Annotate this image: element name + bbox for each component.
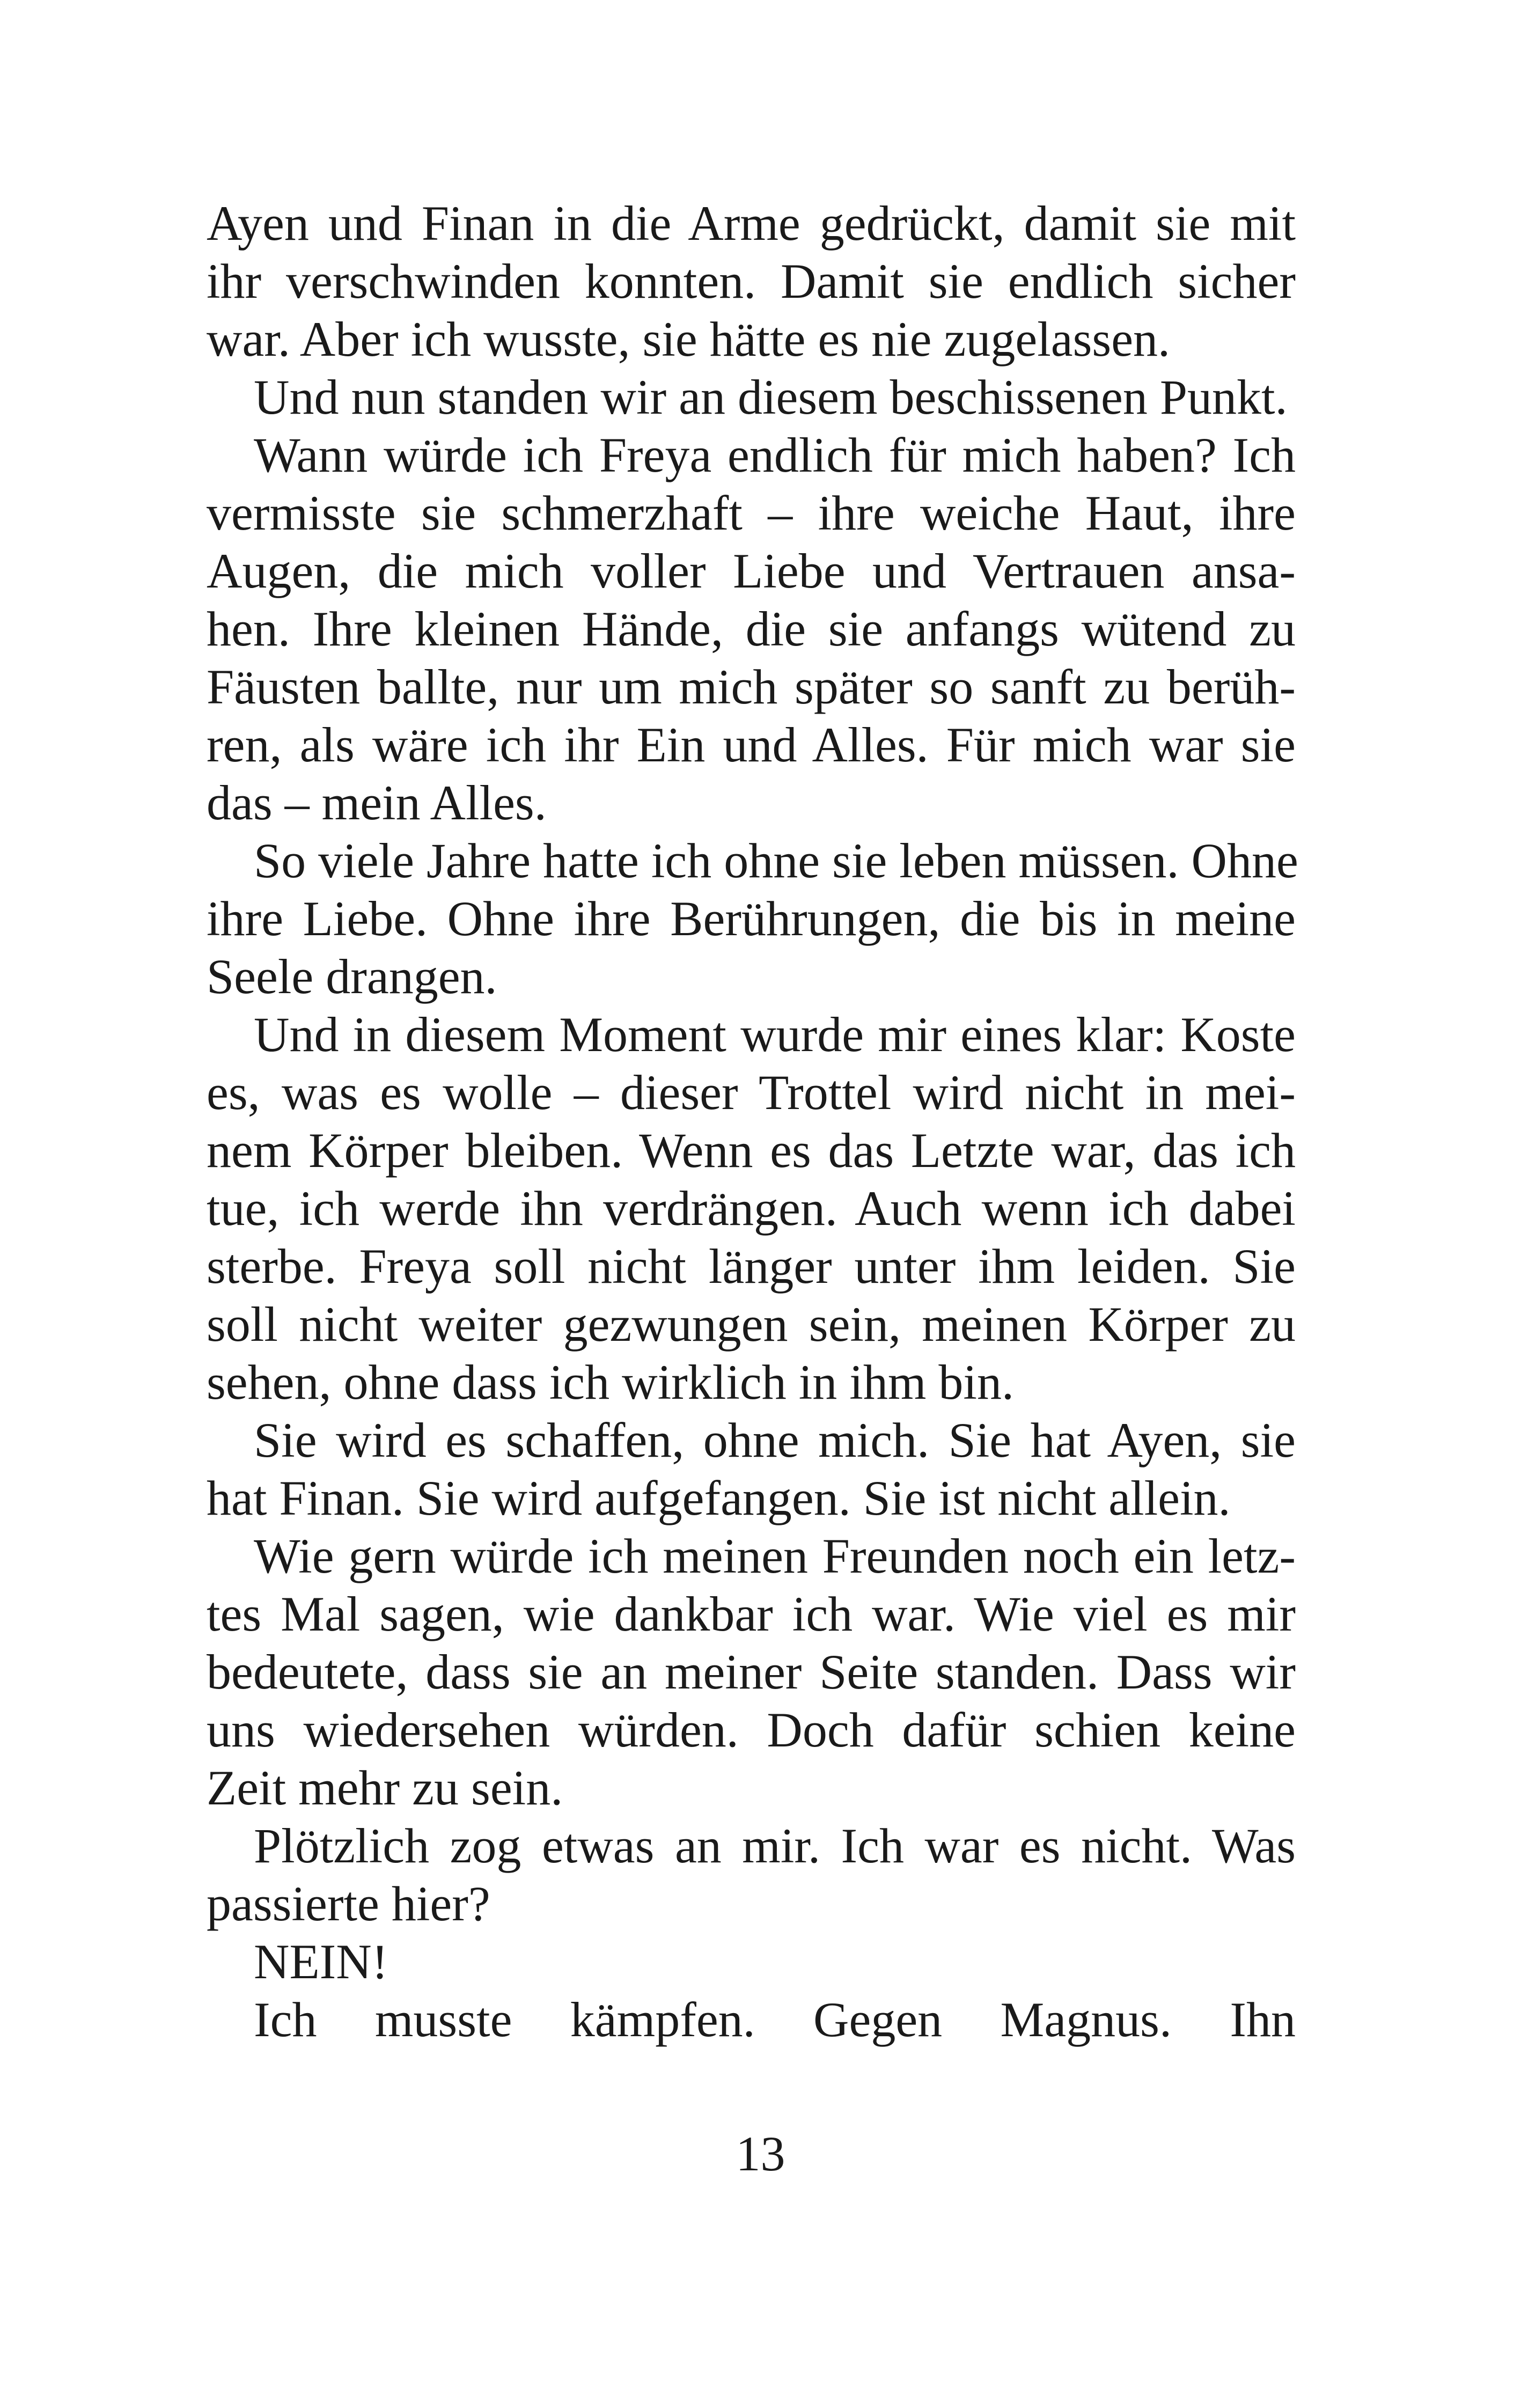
text-line: Und nun standen wir an diesem beschissenen Punkt. xyxy=(254,370,1288,424)
text-line: hen. Ihre kleinen Hände, die sie anfangs wütend zu xyxy=(207,601,1296,656)
text-line: Wie gern würde ich meinen Freunden noch ein letz- xyxy=(254,1529,1296,1583)
text-line: hat Finan. Sie wird aufgefangen. Sie ist nicht allein. xyxy=(207,1471,1231,1525)
text-line: Wann würde ich Freya endlich für mich haben? Ich xyxy=(254,428,1296,482)
text-line: tes Mal sagen, wie dankbar ich war. Wie viel es mir xyxy=(207,1587,1296,1641)
page-number: 13 xyxy=(736,2126,785,2181)
text-line: nem Körper bleiben. Wenn es das Letzte war, das ich xyxy=(207,1123,1296,1178)
text-line: passierte hier? xyxy=(207,1876,490,1931)
text-line: Sie wird es schaffen, ohne mich. Sie hat Ayen, sie xyxy=(254,1413,1296,1467)
text-line: ihr verschwinden konnten. Damit sie endlich sicher xyxy=(207,254,1296,309)
text-line: Augen, die mich voller Liebe und Vertrauen ansa- xyxy=(207,544,1296,598)
text-line: bedeutete, dass sie an meiner Seite standen. Dass wir xyxy=(207,1645,1296,1699)
text-line: So viele Jahre hatte ich ohne sie leben müssen. Ohne xyxy=(254,833,1298,888)
text-line: uns wiedersehen würden. Doch dafür schien keine xyxy=(207,1702,1296,1757)
text-line: Ich musste kämpfen. Gegen Magnus. Ihn xyxy=(254,1992,1296,2047)
text-line: Ayen und Finan in die Arme gedrückt, damit sie mit xyxy=(207,196,1296,251)
text-line: sehen, ohne dass ich wirklich in ihm bin. xyxy=(207,1355,1014,1409)
text-line: Zeit mehr zu sein. xyxy=(207,1760,563,1815)
text-line: Und in diesem Moment wurde mir eines klar: Koste xyxy=(254,1007,1296,1062)
text-line: Seele drangen. xyxy=(207,949,497,1004)
text-line: war. Aber ich wusste, sie hätte es nie zugelassen. xyxy=(207,312,1171,366)
text-line: Plötzlich zog etwas an mir. Ich war es nicht. Was xyxy=(254,1818,1296,1873)
text-line: ren, als wäre ich ihr Ein und Alles. Für mich war sie xyxy=(207,717,1296,772)
text-line: NEIN! xyxy=(254,1934,388,1989)
text-line: soll nicht weiter gezwungen sein, meinen Körper zu xyxy=(207,1297,1296,1352)
text-line: es, was es wolle – dieser Trottel wird nicht in mei- xyxy=(207,1065,1296,1120)
text-line: tue, ich werde ihn verdrängen. Auch wenn ich dabei xyxy=(207,1181,1296,1236)
text-line: ihre Liebe. Ohne ihre Berührungen, die bis in meine xyxy=(207,891,1296,946)
text-line: sterbe. Freya soll nicht länger unter ihm leiden. Sie xyxy=(207,1239,1296,1294)
text-line: Fäusten ballte, nur um mich später so sanft zu berüh- xyxy=(207,659,1296,714)
body-text xyxy=(207,194,1296,2049)
text-line: vermisste sie schmerzhaft – ihre weiche Haut, ihre xyxy=(207,486,1296,540)
text-line: das – mein Alles. xyxy=(207,775,547,830)
